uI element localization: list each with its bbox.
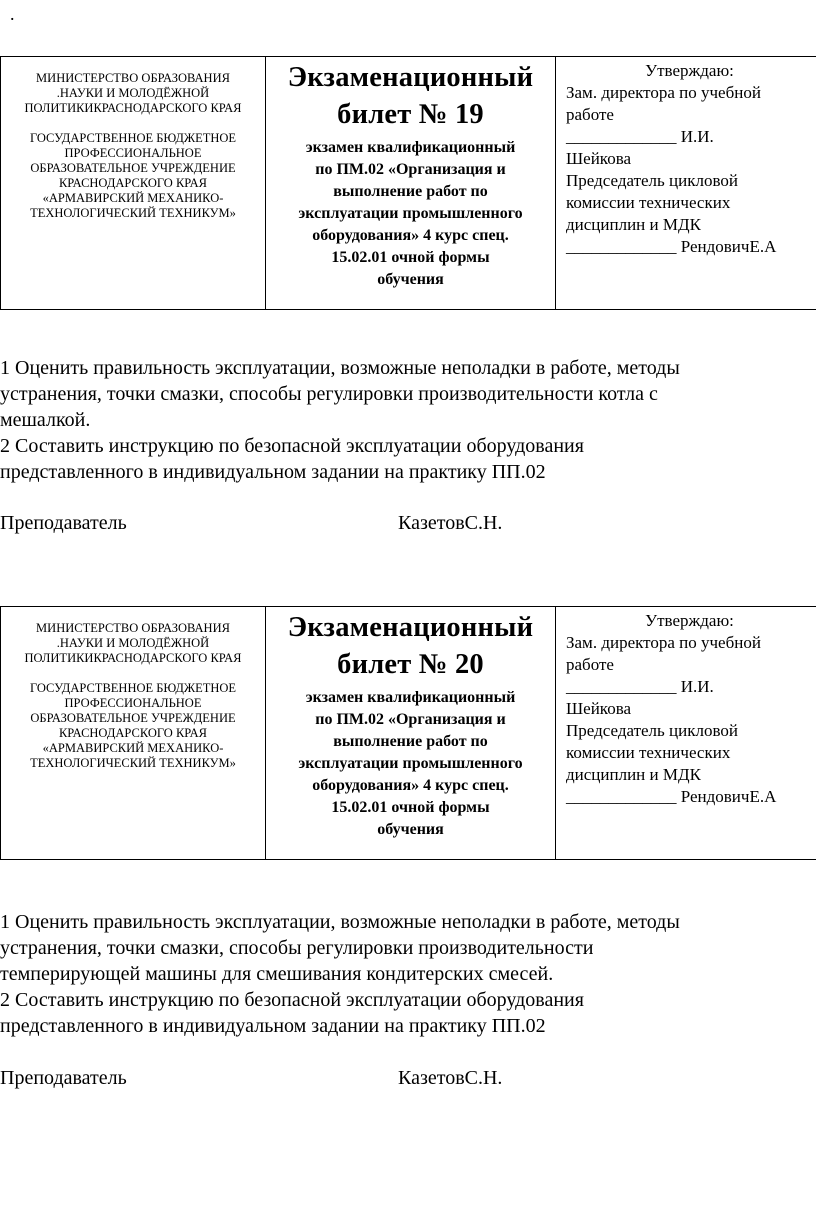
exam-description-line: обучения	[377, 821, 444, 838]
teacher-role: Преподаватель	[0, 1067, 127, 1089]
question-line: мешалкой.	[0, 409, 91, 431]
exam-description-line: оборудования» 4 курс спец.	[312, 777, 509, 794]
org-line: .НАУКИ И МОЛОДЁЖНОЙ	[56, 636, 210, 650]
ticket-title: Экзаменационный	[287, 612, 534, 643]
question-line: 1 Оценить правильность эксплуатации, возможные неполадки в работе, методы	[0, 911, 680, 933]
org-line: ГОСУДАРСТВЕННОЕ БЮДЖЕТНОЕ	[29, 681, 237, 695]
ticket-header-table	[0, 56, 816, 310]
question-line: 2 Составить инструкцию по безопасной эксплуатации оборудования	[0, 989, 584, 1011]
exam-description-line: по ПМ.02 «Организация и	[315, 161, 506, 178]
org-line: МИНИСТЕРСТВО ОБРАЗОВАНИЯ	[36, 621, 230, 635]
approval-line: комиссии технических	[566, 193, 731, 212]
exam-description-line: экзамен квалификационный	[305, 689, 516, 706]
approval-cell	[556, 57, 816, 310]
exam-description-line: 15.02.01 очной формы	[331, 799, 490, 816]
org-line: ТЕХНОЛОГИЧЕСКИЙ ТЕХНИКУМ»	[30, 206, 236, 220]
approval-line: Зам. директора по учебной	[566, 633, 761, 652]
organization-name	[1, 57, 265, 221]
org-spacer	[7, 116, 259, 131]
approval-line: Председатель цикловой	[566, 721, 738, 740]
org-line: ПРОФЕССИОНАЛЬНОЕ	[64, 696, 202, 710]
question-line: 1 Оценить правильность эксплуатации, возможные неполадки в работе, методы	[0, 357, 680, 379]
organization-cell	[1, 607, 266, 860]
approval-line: Зам. директора по учебной	[566, 83, 761, 102]
exam-description-line: выполнение работ по	[333, 183, 488, 200]
ticket-title-cell	[266, 607, 556, 860]
exam-description-line: по ПМ.02 «Организация и	[315, 711, 506, 728]
approval-line: работе	[566, 655, 614, 674]
approval-header: Утверждаю:	[645, 611, 734, 630]
approval-line: Шейкова	[566, 149, 632, 168]
org-line: КРАСНОДАРСКОГО КРАЯ	[58, 726, 208, 740]
question-line: представленного в индивидуальном задании на практику ПП.02	[0, 1015, 546, 1037]
approval-signature-line: _____________ И.И.	[566, 677, 714, 696]
page-mark: .	[10, 4, 15, 24]
question-line: 2 Составить инструкцию по безопасной эксплуатации оборудования	[0, 435, 584, 457]
org-line: МИНИСТЕРСТВО ОБРАЗОВАНИЯ	[36, 71, 230, 85]
approval-line: Председатель цикловой	[566, 171, 738, 190]
org-line: ТЕХНОЛОГИЧЕСКИЙ ТЕХНИКУМ»	[30, 756, 236, 770]
org-line: КРАСНОДАРСКОГО КРАЯ	[58, 176, 208, 190]
exam-description-line: выполнение работ по	[333, 733, 488, 750]
approval-signature-line: _____________ РендовичЕ.А	[566, 787, 777, 806]
ticket-questions-20	[0, 909, 812, 1039]
teacher-role: Преподаватель	[0, 512, 127, 534]
approval-line: дисциплин и МДК	[566, 765, 701, 784]
approval-line: дисциплин и МДК	[566, 215, 701, 234]
ticket-questions-19	[0, 355, 812, 485]
ticket-header-20	[0, 606, 816, 860]
organization-cell	[1, 57, 266, 310]
exam-description-line: оборудования» 4 курс спец.	[312, 227, 509, 244]
approval-signature-line: _____________ И.И.	[566, 127, 714, 146]
org-line: «АРМАВИРСКИЙ МЕХАНИКО-	[42, 741, 224, 755]
question-line: темперирующей машины для смешивания кондитерских смесей.	[0, 963, 554, 985]
approval-line: работе	[566, 105, 614, 124]
approval-line: комиссии технических	[566, 743, 731, 762]
approval-line: Шейкова	[566, 699, 632, 718]
ticket-number: билет № 20	[337, 649, 484, 680]
org-line: ГОСУДАРСТВЕННОЕ БЮДЖЕТНОЕ	[29, 131, 237, 145]
teacher-name: КазетовС.Н.	[398, 512, 503, 534]
approval-cell	[556, 607, 816, 860]
ticket-title: Экзаменационный	[287, 62, 534, 93]
org-line: .НАУКИ И МОЛОДЁЖНОЙ	[56, 86, 210, 100]
ticket-title-cell	[266, 57, 556, 310]
org-line: ОБРАЗОВАТЕЛЬНОЕ УЧРЕЖДЕНИЕ	[30, 711, 236, 725]
org-line: ПОЛИТИКИКРАСНОДАРСКОГО КРАЯ	[24, 651, 242, 665]
approval-signature-line: _____________ РендовичЕ.А	[566, 237, 777, 256]
exam-description-line: обучения	[377, 271, 444, 288]
ticket-header-19	[0, 56, 816, 310]
question-line: представленного в индивидуальном задании на практику ПП.02	[0, 461, 546, 483]
ticket-header-table	[0, 606, 816, 860]
exam-description-line: 15.02.01 очной формы	[331, 249, 490, 266]
org-line: ОБРАЗОВАТЕЛЬНОЕ УЧРЕЖДЕНИЕ	[30, 161, 236, 175]
org-spacer	[7, 666, 259, 681]
ticket-number: билет № 19	[337, 99, 484, 130]
organization-name	[1, 607, 265, 771]
org-line: ПОЛИТИКИКРАСНОДАРСКОГО КРАЯ	[24, 101, 242, 115]
teacher-name: КазетовС.Н.	[398, 1067, 503, 1089]
org-line: ПРОФЕССИОНАЛЬНОЕ	[64, 146, 202, 160]
approval-header: Утверждаю:	[645, 61, 734, 80]
exam-description-line: эксплуатации промышленного	[298, 205, 523, 222]
question-line: устранения, точки смазки, способы регулировки производительности котла с	[0, 383, 658, 405]
exam-description-line: эксплуатации промышленного	[298, 755, 523, 772]
exam-description-line: экзамен квалификационный	[305, 139, 516, 156]
question-line: устранения, точки смазки, способы регулировки производительности	[0, 937, 594, 959]
org-line: «АРМАВИРСКИЙ МЕХАНИКО-	[42, 191, 224, 205]
